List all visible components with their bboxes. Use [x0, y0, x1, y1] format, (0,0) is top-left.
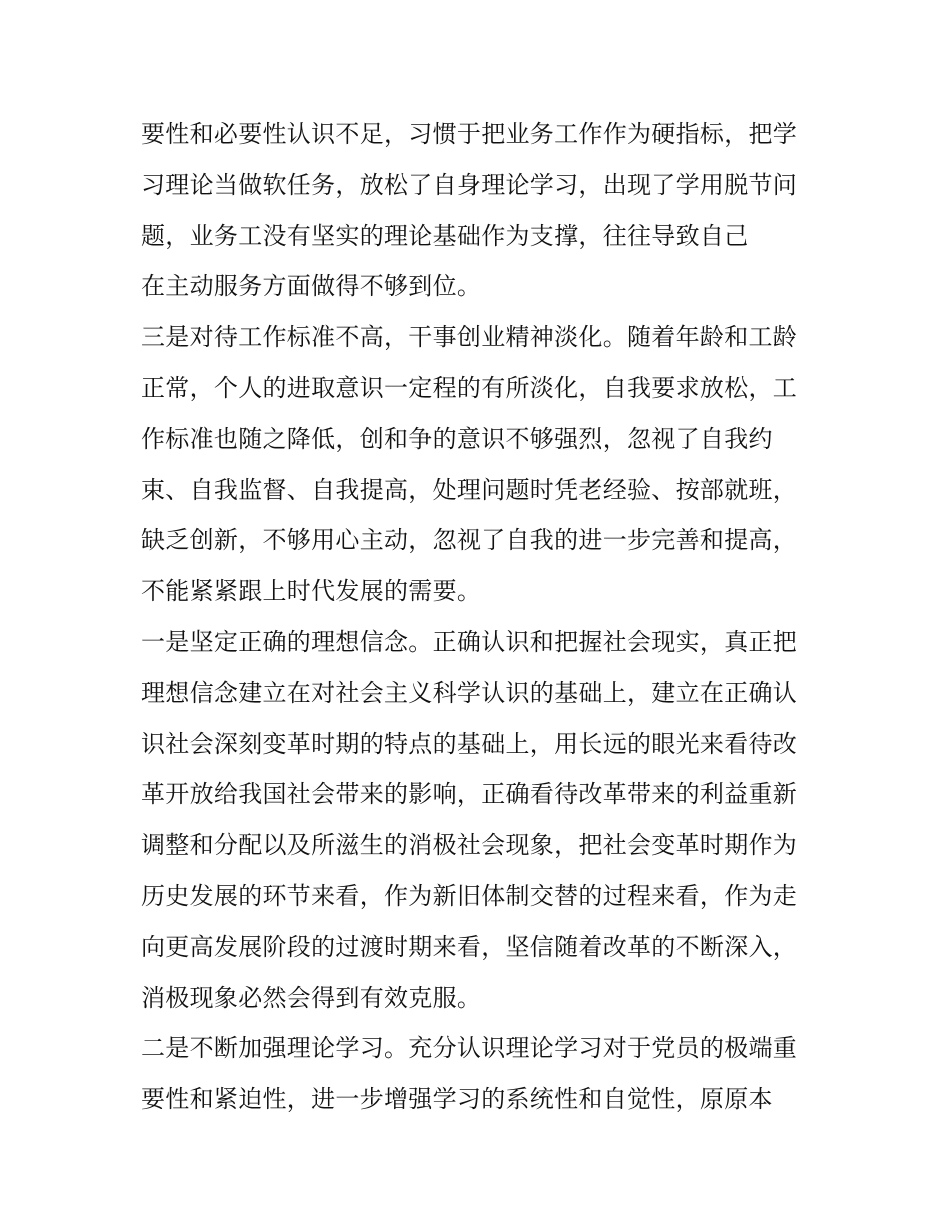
text-line: 在主动服务方面做得不够到位。 — [141, 272, 482, 301]
text-line: 一是坚定正确的理想信念。正确认识和把握社会现实，真正把 — [141, 627, 798, 656]
text-line: 历史发展的环节来看，作为新旧体制交替的过程来看，作为走 — [141, 881, 798, 910]
text-line: 消极现象必然会得到有效克服。 — [141, 983, 482, 1012]
text-line: 要性和必要性认识不足，习惯于把业务工作作为硬指标，把学 — [141, 120, 798, 148]
text-line: 识社会深刻变革时期的特点的基础上，用长远的眼光来看待改 — [141, 729, 798, 758]
text-line: 不能紧紧跟上时代发展的需要。 — [141, 577, 482, 606]
body-text — [141, 109, 821, 1125]
text-line: 习理论当做软任务，放松了自身理论学习，出现了学用脱节问 — [141, 170, 798, 199]
text-line: 理想信念建立在对社会主义科学认识的基础上，建立在正确认 — [141, 678, 798, 707]
text-line: 作标准也随之降低，创和争的意识不够强烈，忽视了自我约 — [141, 424, 773, 453]
text-line: 革开放给我国社会带来的影响，正确看待改革带来的利益重新 — [141, 780, 798, 809]
text-line: 缺乏创新，不够用心主动，忽视了自我的进一步完善和提高， — [141, 526, 798, 555]
text-line: 向更高发展阶段的过渡时期来看，坚信随着改革的不断深入， — [141, 932, 798, 961]
text-line: 二是不断加强理论学习。充分认识理论学习对于党员的极端重 — [141, 1034, 798, 1063]
text-line: 三是对待工作标准不高，干事创业精神淡化。随着年龄和工龄 — [141, 323, 798, 352]
text-line: 调整和分配以及所滋生的消极社会现象，把社会变革时期作为 — [141, 831, 798, 860]
text-line: 束、自我监督、自我提高，处理问题时凭老经验、按部就班， — [141, 475, 798, 504]
text-line: 要性和紧迫性，进一步增强学习的系统性和自觉性，原原本 — [141, 1085, 773, 1114]
text-line: 题，业务工没有坚实的理论基础作为支撑，往往导致自己 — [141, 221, 749, 250]
text-line: 正常，个人的进取意识一定程的有所淡化，自我要求放松，工 — [141, 373, 798, 402]
